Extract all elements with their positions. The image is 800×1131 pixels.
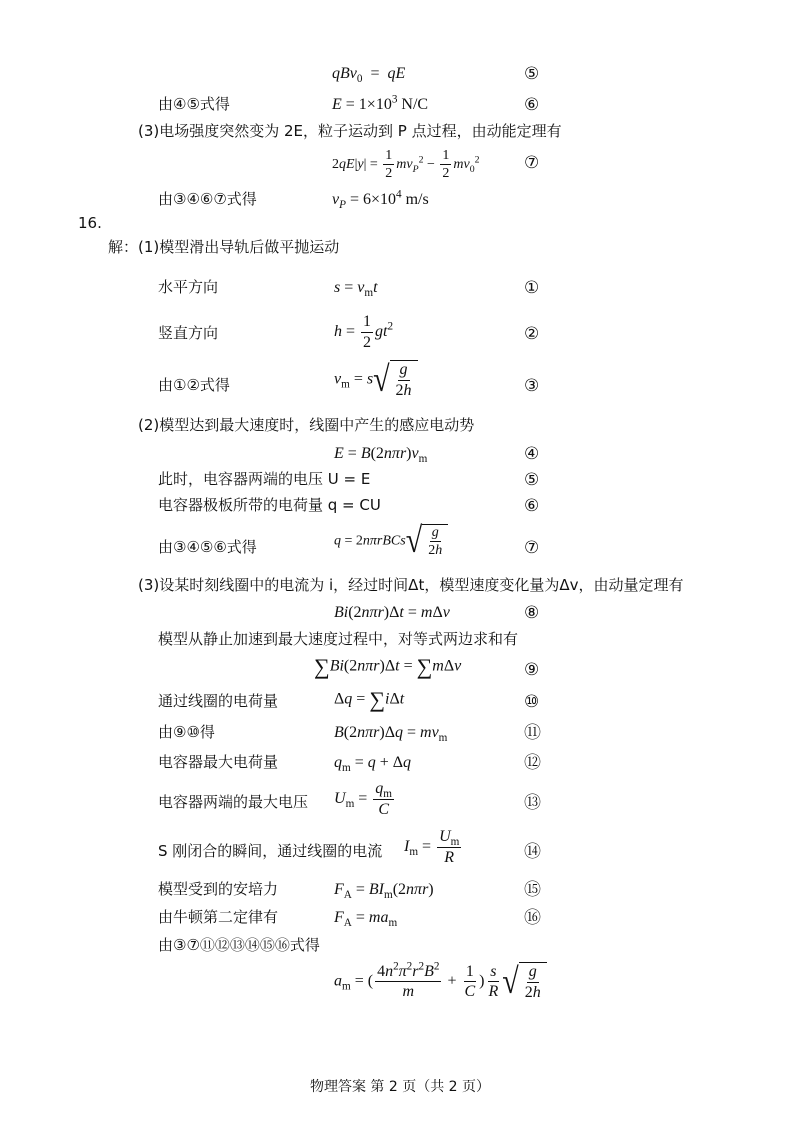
step-label: 由④⑤式得 — [158, 95, 230, 113]
equation-vm: $v_m = s$ √ $\frac{g}{2h}$ — [334, 360, 418, 399]
marker-9: ⑨ — [524, 660, 540, 680]
marker-6: ⑥ — [524, 496, 540, 516]
part3-heading: (3)电场强度突然变为 2E，粒子运动到 P 点过程，由动能定理有 — [138, 122, 562, 140]
marker-13: ⑬ — [524, 793, 541, 813]
equation-q: q = 2nπrBCs √ $\frac{g}{2h}$ — [334, 524, 448, 559]
step-text: 此时，电容器两端的电压 U = E — [158, 470, 371, 488]
marker-3: ③ — [524, 376, 540, 396]
equation-momentum: Bi(2nπr)Δt = mΔv — [334, 604, 450, 621]
marker-7: ⑦ — [524, 153, 540, 173]
equation-energy: 2qE|y| = $\frac{1}{2}$ $mv_P^2$ − $\frac{1}{2}$ $mv_0^2$ — [332, 148, 480, 182]
equation-qm: $q_m = q + \Delta q$ — [334, 754, 412, 775]
step-label: 由③④⑥⑦式得 — [158, 190, 257, 208]
equation-final-am: $a_m$ = ( $\frac{4n^2\pi^2r^2B^2}{m}$ + $\frac{1}{C}$ ) $\frac{s}{R}$ √ $\frac{g}{2h}$ — [334, 962, 547, 1001]
step-label: 由③⑦⑪⑫⑬⑭⑮⑯式得 — [158, 936, 320, 954]
step-label: S 刚闭合的瞬间，通过线圈的电流 — [158, 842, 383, 860]
equation-horizontal: $s = v_mt$ — [334, 279, 378, 300]
marker-15: ⑮ — [524, 880, 541, 900]
part2-heading: (2)模型达到最大速度时，线圈中产生的感应电动势 — [138, 416, 475, 434]
equation-vertical: h = $\frac{1}{2}$ $gt^2$ — [334, 313, 394, 351]
marker-7: ⑦ — [524, 538, 540, 558]
step-label: 模型受到的安培力 — [158, 880, 279, 898]
equation-fa: $F_A = BI_m(2n\pi r)$ — [334, 881, 434, 902]
equation-newton: $F_A = ma_m$ — [334, 909, 398, 930]
marker-5: ⑤ — [524, 470, 540, 490]
marker-1: ① — [524, 278, 540, 298]
part3-heading: (3)设某时刻线圈中的电流为 i，经过时间Δt，模型速度变化量为Δv，由动量定理有 — [138, 576, 684, 594]
step-label: 由⑨⑩得 — [158, 723, 215, 741]
marker-8: ⑧ — [524, 603, 540, 623]
marker-2: ② — [524, 324, 540, 344]
marker-11: ⑪ — [524, 723, 541, 743]
marker-14: ⑭ — [524, 842, 541, 862]
equation-qbv: qBv$_0$ = qE — [332, 65, 406, 86]
step-label: 由牛顿第二定律有 — [158, 908, 279, 926]
equation-charge: Δq = ∑iΔt — [334, 687, 405, 712]
equation-im: $I_m$ = $\frac{U_m}{R}$ — [404, 828, 460, 866]
step-label: 通过线圈的电荷量 — [158, 692, 279, 710]
step-text: 电容器极板所带的电荷量 q = CU — [158, 496, 381, 514]
step-text: 模型从静止加速到最大速度过程中，对等式两边求和有 — [158, 630, 519, 648]
equation-um: $U_m$ = $\frac{q_m}{C}$ — [334, 780, 392, 818]
step-label: 由①②式得 — [158, 376, 230, 394]
equation-emf: $E = B(2n\pi r)v_m$ — [334, 445, 428, 466]
step-label: 竖直方向 — [158, 324, 219, 342]
marker-5: ⑤ — [524, 64, 540, 84]
part1-heading: 解：(1)模型滑出导轨后做平抛运动 — [108, 238, 340, 256]
step-label: 电容器最大电荷量 — [158, 753, 279, 771]
page-footer: 物理答案 第 2 页（共 2 页） — [309, 1079, 491, 1095]
step-label: 由③④⑤⑥式得 — [158, 538, 257, 556]
question-number: 16. — [78, 214, 102, 232]
step-label: 电容器两端的最大电压 — [158, 793, 309, 811]
marker-4: ④ — [524, 444, 540, 464]
marker-12: ⑫ — [524, 753, 541, 773]
equation-vp: $v_P = 6\times 10^4$ m/s — [332, 188, 429, 212]
equation-b-dq: $B(2n\pi r)\Delta q = mv_m$ — [334, 724, 448, 745]
equation-sum: ∑Bi(2nπr)Δt = ∑mΔv — [314, 654, 462, 679]
marker-16: ⑯ — [524, 908, 541, 928]
marker-6: ⑥ — [524, 95, 540, 115]
step-label: 水平方向 — [158, 278, 219, 296]
marker-10: ⑩ — [524, 692, 540, 712]
equation-e-value: $E = 1\times 10^3$ N/C — [332, 93, 429, 113]
